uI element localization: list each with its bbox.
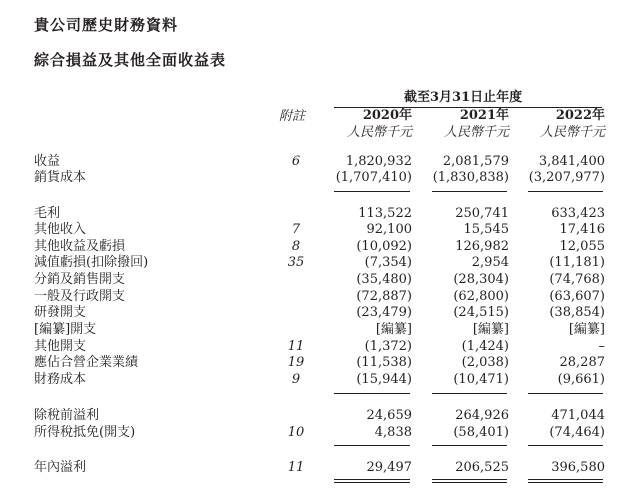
subtotal-rule xyxy=(432,445,507,446)
cell-value: (38,854) xyxy=(549,305,605,320)
cell-value: 264,926 xyxy=(455,408,509,423)
cell-value: (9,661) xyxy=(557,372,605,387)
cell-value: – xyxy=(598,339,605,354)
cell-value: 4,838 xyxy=(374,425,412,440)
row-label: 其他開支 xyxy=(34,339,87,354)
cell-value: (2,038) xyxy=(461,355,509,370)
row-label: 研發開支 xyxy=(34,305,87,320)
row-label: 應佔合營企業業績 xyxy=(34,355,139,370)
row-note: 19 xyxy=(287,355,305,370)
year-header-2020: 2020年 xyxy=(362,108,412,123)
cell-value: 17,416 xyxy=(559,222,605,237)
row-note: 11 xyxy=(287,460,305,475)
cell-value: [編纂] xyxy=(472,322,509,337)
row-note: 6 xyxy=(291,154,301,169)
cell-value: (1,707,410) xyxy=(335,170,412,185)
period-header: 截至3月31日止年度 xyxy=(404,90,523,105)
subtotal-rule xyxy=(528,393,603,394)
cell-value: (24,515) xyxy=(453,305,509,320)
cell-value: 2,081,579 xyxy=(442,154,509,169)
row-note: 8 xyxy=(291,239,301,254)
cell-value: (3,207,977) xyxy=(528,170,605,185)
year-header-2021: 2021年 xyxy=(459,108,509,123)
cell-value: 12,055 xyxy=(559,239,605,254)
row-label: 財務成本 xyxy=(34,372,87,387)
cell-value: 250,741 xyxy=(455,206,509,221)
row-note: 35 xyxy=(287,255,305,270)
row-note: 10 xyxy=(287,425,305,440)
year-header-2022: 2022年 xyxy=(555,108,605,123)
cell-value: 471,044 xyxy=(551,408,605,423)
row-note: 7 xyxy=(291,222,301,237)
row-note: 11 xyxy=(287,339,305,354)
note-column-header: 附註 xyxy=(279,109,306,124)
cell-value: [編纂] xyxy=(375,322,412,337)
cell-value: 2,954 xyxy=(471,255,509,270)
cell-value: (28,304) xyxy=(453,272,509,287)
row-note: 9 xyxy=(291,372,301,387)
cell-value: (63,607) xyxy=(549,289,605,304)
cell-value: 396,580 xyxy=(551,460,605,475)
cell-value: (58,401) xyxy=(453,425,509,440)
subtotal-rule xyxy=(334,445,410,446)
row-label: 除稅前溢利 xyxy=(34,408,100,423)
cell-value: 28,287 xyxy=(559,355,605,370)
cell-value: (1,830,838) xyxy=(432,170,509,185)
row-label: 其他收益及虧損 xyxy=(34,239,126,254)
unit-header-2020: 人民幣千元 xyxy=(346,125,412,140)
cell-value: 206,525 xyxy=(455,460,509,475)
cell-value: (1,424) xyxy=(461,339,509,354)
unit-header-2022: 人民幣千元 xyxy=(539,125,605,140)
subtotal-rule xyxy=(528,445,603,446)
subtotal-rule xyxy=(432,191,507,192)
row-label: 所得稅抵免(開支) xyxy=(34,425,136,440)
row-label: 減值虧損(扣除撥回) xyxy=(34,255,149,270)
cell-value: (72,887) xyxy=(356,289,412,304)
row-label: 其他收入 xyxy=(34,222,87,237)
cell-value: (15,944) xyxy=(356,372,412,387)
row-label: 一般及行政開支 xyxy=(34,289,126,304)
cell-value: (23,479) xyxy=(356,305,412,320)
subtotal-rule xyxy=(334,191,410,192)
cell-value: (74,464) xyxy=(549,425,605,440)
cell-value: [編纂] xyxy=(568,322,605,337)
subtotal-rule xyxy=(334,393,410,394)
row-label: 分銷及銷售開支 xyxy=(34,272,126,287)
row-label: 銷貨成本 xyxy=(34,170,87,185)
row-label: [編纂]開支 xyxy=(34,322,97,337)
cell-value: 92,100 xyxy=(366,222,412,237)
cell-value: (62,800) xyxy=(453,289,509,304)
cell-value: 633,423 xyxy=(551,206,605,221)
cell-value: (10,471) xyxy=(453,372,509,387)
cell-value: (7,354) xyxy=(364,255,412,270)
cell-value: 113,522 xyxy=(358,206,412,221)
cell-value: 1,820,932 xyxy=(345,154,412,169)
subtotal-rule xyxy=(528,191,603,192)
row-label: 年內溢利 xyxy=(34,460,87,475)
total-double-rule xyxy=(432,479,507,483)
cell-value: (11,181) xyxy=(549,255,605,270)
row-label: 毛利 xyxy=(34,206,61,221)
cell-value: 15,545 xyxy=(463,222,509,237)
cell-value: (10,092) xyxy=(356,239,412,254)
cell-value: 24,659 xyxy=(366,408,412,423)
cell-value: (74,768) xyxy=(549,272,605,287)
unit-header-2021: 人民幣千元 xyxy=(443,125,509,140)
statement-title: 綜合損益及其他全面收益表 xyxy=(34,51,227,69)
cell-value: 29,497 xyxy=(366,460,412,475)
subtotal-rule xyxy=(432,393,507,394)
cell-value: 3,841,400 xyxy=(538,154,605,169)
cell-value: (35,480) xyxy=(356,272,412,287)
cell-value: (11,538) xyxy=(356,355,412,370)
total-double-rule xyxy=(528,479,603,483)
cell-value: (1,372) xyxy=(364,339,412,354)
row-label: 收益 xyxy=(34,154,61,169)
page-title: 貴公司歷史財務資料 xyxy=(34,16,179,34)
cell-value: 126,982 xyxy=(455,239,509,254)
total-double-rule xyxy=(334,479,410,483)
